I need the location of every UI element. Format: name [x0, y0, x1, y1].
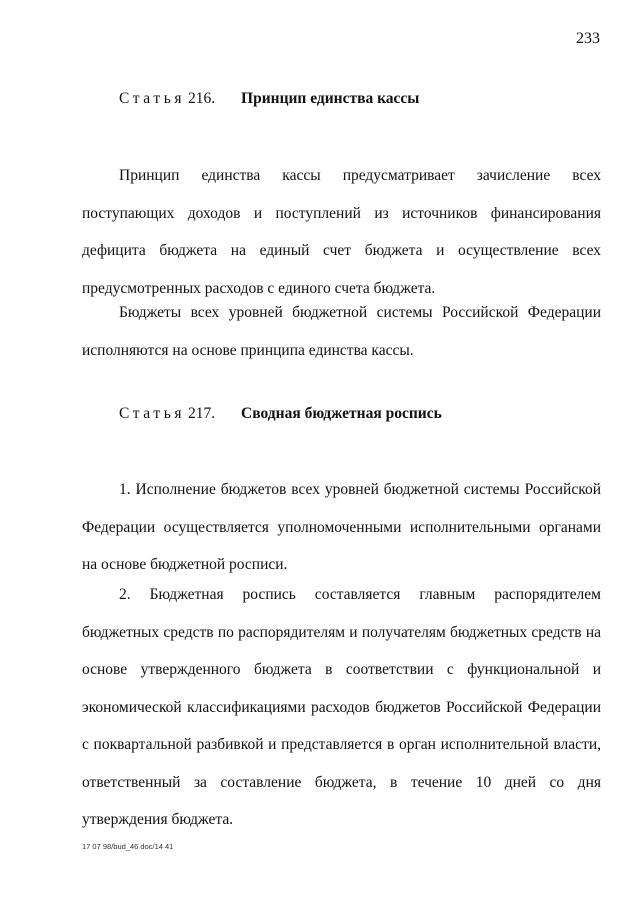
article-217-paragraph-1: 1. Исполнение бюджетов всех уровней бюджетной системы Российской Федерации осуществляется уполномоченными исполнительными органами на основе бюджетной росписи. [82, 481, 601, 573]
article-title: Принцип единства кассы [241, 90, 420, 107]
page-number: 233 [576, 30, 600, 47]
footer-file-code: 17 07 98/bud_46 doc/14 41 [82, 842, 174, 851]
article-217-heading [119, 405, 442, 423]
article-217-paragraph-2: 2. Бюджетная роспись составляется главным распорядителем бюджетных средств по распорядителям и получателям бюджетных средств на основе утвержденного бюджета в соответствии с функциональной и экономической классификациями расходов бюджетов Российской Федерации с поквартальной разбивкой и представляется в орган исполнительной власти, ответственный за составление бюджета, в течение 10 дней со дня утверждения бюджета. [82, 586, 601, 828]
article-216-paragraph-2: Бюджеты всех уровней бюджетной системы Российской Федерации исполняются на основе принципа единства кассы. [82, 304, 601, 359]
article-number: 216. [188, 90, 216, 107]
article-number: 217. [188, 405, 216, 422]
article-title: Сводная бюджетная роспись [241, 405, 442, 422]
article-label: Статья [119, 405, 186, 422]
article-label: Статья [119, 90, 186, 107]
article-216-paragraph-1: Принцип единства кассы предусматривает зачисление всех поступающих доходов и поступлений из источников финансирования дефицита бюджета на единый счет бюджета и осуществление всех предусмотренных расходов с единого счета бюджета. [82, 167, 601, 297]
article-216-heading [119, 90, 419, 108]
